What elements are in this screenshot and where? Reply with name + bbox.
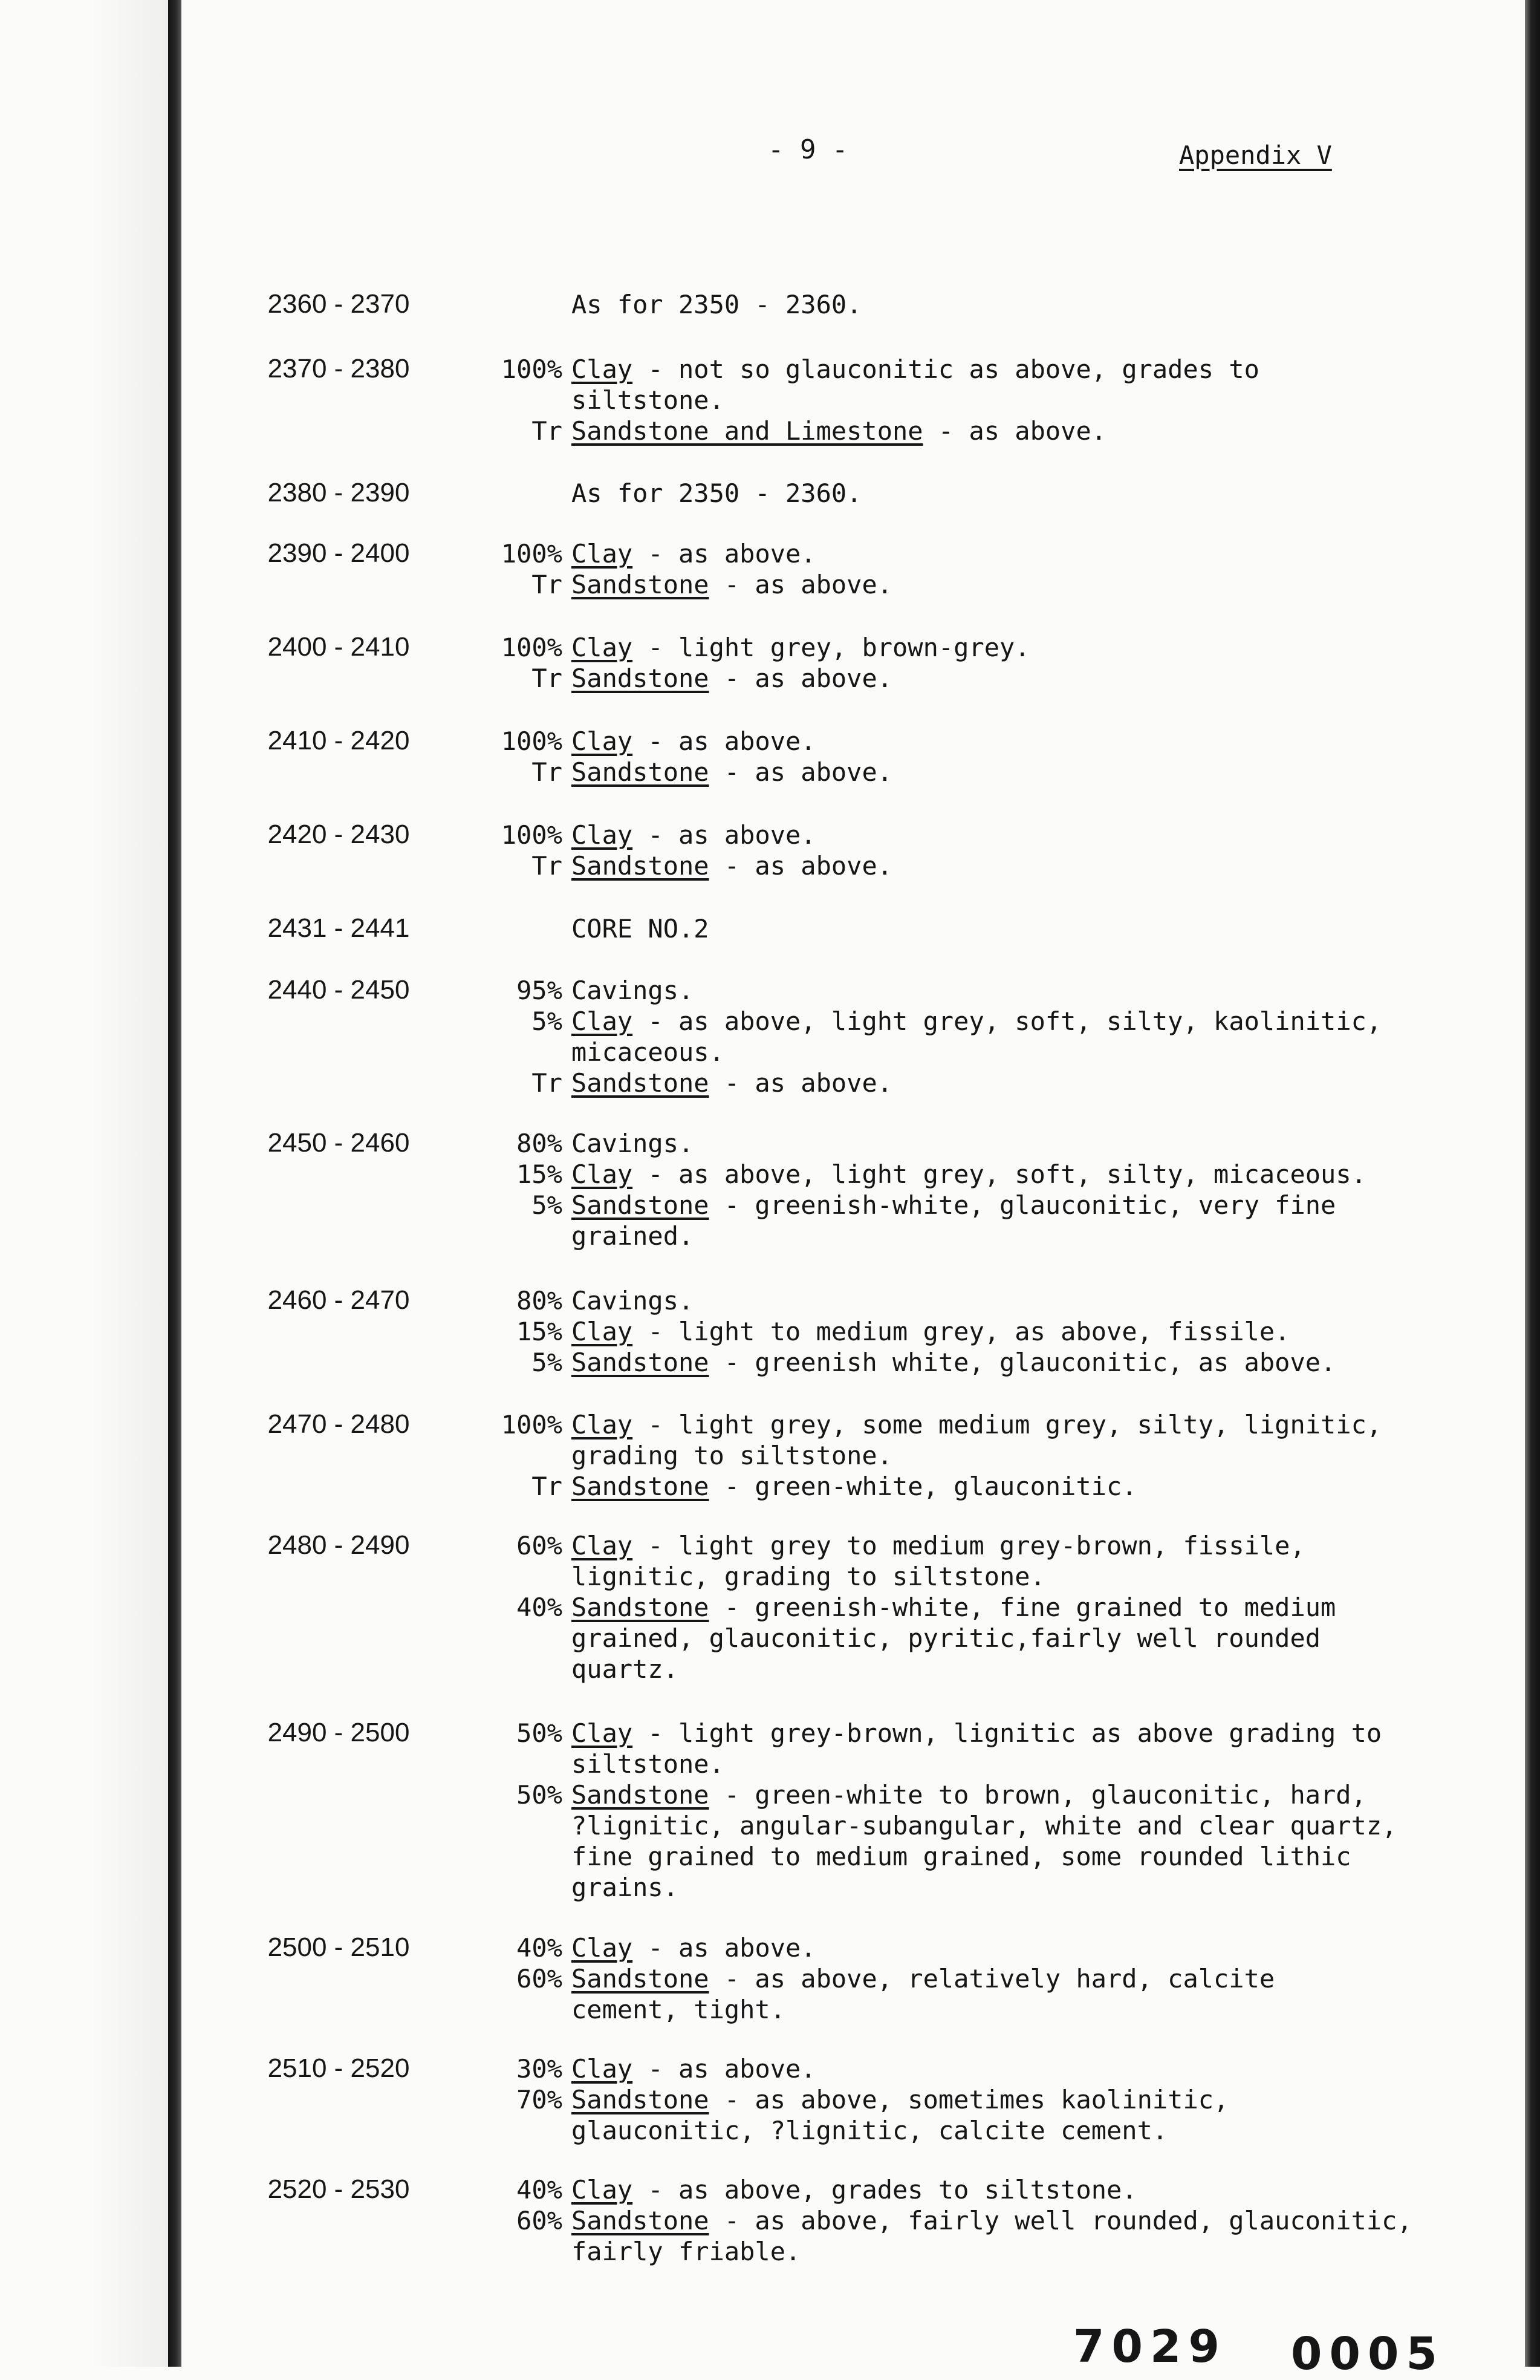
- depth-interval: 2470 - 2480: [267, 1409, 410, 1439]
- description-text: [571, 1994, 785, 2025]
- description-text: [571, 1409, 1382, 1440]
- description-lines: [484, 1285, 1427, 1378]
- rock-type: Sandstone: [571, 1190, 709, 1220]
- percentage: 5%: [531, 1006, 562, 1036]
- description-line: [484, 1440, 1427, 1471]
- rock-type: Clay: [571, 1410, 633, 1439]
- description-line: [484, 1654, 1427, 1684]
- description-line: [484, 1316, 1427, 1347]
- description-line: [484, 1159, 1427, 1190]
- rock-type: Clay: [571, 1159, 633, 1189]
- depth-interval: 2420 - 2430: [267, 820, 410, 849]
- description-detail: - not so glauconitic as above, grades to: [632, 354, 1259, 384]
- description-detail: grained, glauconitic, pyritic,fairly well rounded: [571, 1623, 1321, 1653]
- description-line: [484, 820, 1427, 850]
- description-line: [484, 1006, 1427, 1037]
- description-detail: quartz.: [571, 1654, 679, 1684]
- depth-interval: 2431 - 2441: [267, 913, 410, 943]
- description-text: [571, 632, 1030, 663]
- description-line: [484, 2053, 1427, 2084]
- percentage: Tr: [531, 416, 562, 446]
- description-text: [571, 416, 1106, 446]
- percentage: 80%: [516, 1286, 562, 1316]
- description-detail: cement, tight.: [571, 1995, 786, 2024]
- description-text: [571, 1592, 1336, 1623]
- percentage: 60%: [516, 2206, 562, 2235]
- description-lines: [484, 1409, 1427, 1502]
- depth-interval: 2480 - 2490: [267, 1530, 410, 1560]
- description-line: [484, 663, 1427, 694]
- percentage: 40%: [516, 1593, 562, 1622]
- appendix-label: Appendix V: [1179, 140, 1332, 170]
- description-line: [484, 1779, 1427, 1810]
- description-text: [571, 1471, 1137, 1502]
- description-lines: [484, 1932, 1427, 2025]
- description-text: [571, 2084, 1229, 2115]
- percentage: 70%: [516, 2085, 562, 2114]
- description-detail: CORE NO.2: [571, 914, 709, 944]
- description-text: [571, 1841, 1351, 1872]
- description-detail: - light to medium grey, as above, fissile.: [632, 1317, 1290, 1346]
- description-line: [484, 2115, 1427, 2146]
- depth-interval: 2360 - 2370: [267, 289, 410, 319]
- description-line: [484, 726, 1427, 757]
- rock-type: Clay: [571, 539, 633, 569]
- description-text: [571, 1963, 1275, 1994]
- description-lines: [484, 726, 1427, 787]
- description-detail: siltstone.: [571, 385, 724, 415]
- description-text: [571, 913, 709, 944]
- percentage: 100%: [501, 633, 562, 662]
- percentage: 5%: [531, 1190, 562, 1220]
- percentage: 100%: [501, 726, 562, 756]
- rock-type: Sandstone: [571, 1348, 709, 1377]
- description-detail: fine grained to medium grained, some rounded lithic: [571, 1842, 1351, 1871]
- description-line: [484, 1932, 1427, 1963]
- rock-type: Clay: [571, 1718, 633, 1748]
- description-text: [571, 820, 816, 850]
- description-line: [484, 289, 1427, 320]
- rock-type: Sandstone: [571, 2206, 709, 2235]
- percentage: 95%: [516, 976, 562, 1005]
- description-line: [484, 850, 1427, 881]
- depth-interval: 2510 - 2520: [267, 2053, 410, 2083]
- rock-type: Sandstone: [571, 2085, 709, 2114]
- description-detail: - green-white, glauconitic.: [709, 1472, 1137, 1501]
- description-detail: As for 2350 - 2360.: [571, 290, 862, 319]
- description-detail: - as above.: [709, 1068, 893, 1098]
- rock-type: Sandstone: [571, 1780, 709, 1810]
- description-detail: - as above.: [632, 726, 816, 756]
- description-text: [571, 1749, 724, 1779]
- description-text: [571, 354, 1259, 385]
- description-text: [571, 2174, 1137, 2205]
- rock-type: Clay: [571, 633, 633, 662]
- description-detail: - as above, grades to siltstone.: [632, 2175, 1137, 2205]
- description-line: [484, 385, 1427, 416]
- description-detail: - as above.: [709, 663, 893, 693]
- description-lines: [484, 820, 1427, 881]
- description-text: [571, 1159, 1366, 1190]
- rock-type: Clay: [571, 726, 633, 756]
- description-line: [484, 1561, 1427, 1592]
- description-detail: - as above.: [632, 2054, 816, 2084]
- description-text: [571, 663, 892, 694]
- description-line: [484, 1190, 1427, 1221]
- description-lines: [484, 913, 1427, 944]
- depth-interval: 2460 - 2470: [267, 1285, 410, 1315]
- description-detail: - as above.: [709, 851, 893, 881]
- depth-interval: 2380 - 2390: [267, 478, 410, 507]
- description-text: [571, 2236, 801, 2267]
- description-line: [484, 478, 1427, 509]
- description-text: [571, 478, 862, 509]
- depth-interval: 2400 - 2410: [267, 632, 410, 662]
- description-detail: - light grey, some medium grey, silty, lignitic,: [632, 1410, 1382, 1439]
- rock-type: Sandstone: [571, 570, 709, 599]
- description-detail: - light grey to medium grey-brown, fissile,: [632, 1531, 1305, 1560]
- description-line: [484, 1285, 1427, 1316]
- description-text: [571, 726, 816, 757]
- description-line: [484, 2174, 1427, 2205]
- description-line: [484, 913, 1427, 944]
- description-detail: Cavings.: [571, 1129, 694, 1158]
- description-line: [484, 1347, 1427, 1378]
- description-lines: [484, 289, 1427, 320]
- description-text: [571, 1221, 694, 1251]
- description-text: [571, 1718, 1382, 1749]
- description-line: [484, 2084, 1427, 2115]
- percentage: 50%: [516, 1780, 562, 1810]
- percentage: 100%: [501, 1410, 562, 1439]
- rock-type: Clay: [571, 1531, 633, 1560]
- description-detail: fairly friable.: [571, 2237, 801, 2266]
- description-text: [571, 1872, 678, 1903]
- left-binding-edge: [168, 0, 181, 2367]
- description-text: [571, 1440, 892, 1471]
- percentage: 100%: [501, 820, 562, 850]
- percentage: 40%: [516, 2175, 562, 2205]
- description-lines: [484, 632, 1427, 694]
- percentage: 100%: [501, 539, 562, 569]
- rock-type: Sandstone: [571, 851, 709, 881]
- description-line: [484, 1128, 1427, 1159]
- description-detail: - as above, relatively hard, calcite: [709, 1964, 1275, 1994]
- description-text: [571, 1190, 1336, 1221]
- percentage: 50%: [516, 1718, 562, 1748]
- description-text: [571, 1285, 694, 1316]
- description-text: [571, 1128, 694, 1159]
- description-line: [484, 416, 1427, 446]
- description-lines: [484, 975, 1427, 1098]
- description-detail: - greenish-white, fine grained to medium: [709, 1593, 1336, 1622]
- rock-type: Sandstone: [571, 663, 709, 693]
- description-text: [571, 1530, 1305, 1561]
- description-detail: - as above.: [632, 539, 816, 569]
- description-line: [484, 2205, 1427, 2236]
- description-line: [484, 1963, 1427, 1994]
- rock-type: Clay: [571, 820, 633, 850]
- description-line: [484, 1810, 1427, 1841]
- percentage: 60%: [516, 1964, 562, 1994]
- description-lines: [484, 2053, 1427, 2146]
- description-detail: - as above, sometimes kaolinitic,: [709, 2085, 1229, 2114]
- description-detail: - as above.: [709, 570, 893, 599]
- description-text: [571, 850, 892, 881]
- percentage: Tr: [531, 1068, 562, 1098]
- description-text: [571, 2053, 816, 2084]
- depth-interval: 2390 - 2400: [267, 538, 410, 568]
- description-detail: - as above.: [632, 820, 816, 850]
- percentage: Tr: [531, 851, 562, 881]
- description-detail: - greenish white, glauconitic, as above.: [709, 1348, 1336, 1377]
- description-detail: Cavings.: [571, 976, 694, 1005]
- description-detail: grains.: [571, 1873, 679, 1902]
- percentage: 80%: [516, 1129, 562, 1158]
- percentage: 30%: [516, 2054, 562, 2084]
- percentage: 5%: [531, 1348, 562, 1377]
- description-text: [571, 1654, 678, 1684]
- description-lines: [484, 1530, 1427, 1684]
- description-detail: lignitic, grading to siltstone.: [571, 1562, 1045, 1591]
- description-line: [484, 1068, 1427, 1098]
- rock-type: Sandstone: [571, 1068, 709, 1098]
- rock-type: Clay: [571, 2054, 633, 2084]
- page-number: - 9 -: [768, 134, 848, 165]
- depth-interval: 2450 - 2460: [267, 1128, 410, 1158]
- rock-type: Clay: [571, 1933, 633, 1963]
- depth-interval: 2370 - 2380: [267, 354, 410, 383]
- depth-interval: 2440 - 2450: [267, 975, 410, 1005]
- description-detail: - as above.: [709, 757, 893, 787]
- description-detail: glauconitic, ?lignitic, calcite cement.: [571, 2116, 1168, 2145]
- binding-shadow: [91, 0, 168, 2367]
- description-text: [571, 975, 694, 1006]
- percentage: Tr: [531, 757, 562, 787]
- description-detail: grained.: [571, 1221, 694, 1251]
- description-line: [484, 1872, 1427, 1903]
- description-text: [571, 1068, 892, 1098]
- percentage: 15%: [516, 1317, 562, 1346]
- depth-interval: 2500 - 2510: [267, 1932, 410, 1962]
- description-detail: ?lignitic, angular-subangular, white and clear quartz,: [571, 1811, 1397, 1840]
- depth-interval: 2410 - 2420: [267, 726, 410, 755]
- description-detail: - as above.: [923, 416, 1107, 446]
- description-line: [484, 1994, 1427, 2025]
- description-text: [571, 1006, 1382, 1037]
- rock-type: Sandstone: [571, 1964, 709, 1994]
- description-text: [571, 1810, 1397, 1841]
- description-text: [571, 1316, 1290, 1347]
- description-detail: - as above, light grey, soft, silty, micaceous.: [632, 1159, 1366, 1189]
- rock-type: Sandstone and Limestone: [571, 416, 923, 446]
- description-line: [484, 632, 1427, 663]
- rock-type: Clay: [571, 2175, 633, 2205]
- description-detail: siltstone.: [571, 1749, 724, 1779]
- description-text: [571, 385, 724, 416]
- rock-type: Clay: [571, 354, 633, 384]
- percentage: Tr: [531, 570, 562, 599]
- description-text: [571, 289, 862, 320]
- description-detail: - light grey-brown, lignitic as above grading to: [632, 1718, 1382, 1748]
- description-detail: As for 2350 - 2360.: [571, 478, 862, 508]
- description-line: [484, 538, 1427, 569]
- description-text: [571, 2205, 1412, 2236]
- rock-type: Sandstone: [571, 1593, 709, 1622]
- description-text: [571, 2115, 1168, 2146]
- description-text: [571, 1932, 816, 1963]
- description-detail: - light grey, brown-grey.: [632, 633, 1030, 662]
- percentage: Tr: [531, 1472, 562, 1501]
- rock-type: Sandstone: [571, 1472, 709, 1501]
- description-lines: [484, 354, 1427, 446]
- description-text: [571, 538, 816, 569]
- description-detail: grading to siltstone.: [571, 1441, 893, 1470]
- description-line: [484, 1749, 1427, 1779]
- description-line: [484, 1623, 1427, 1654]
- description-line: [484, 1409, 1427, 1440]
- percentage: Tr: [531, 663, 562, 693]
- description-line: [484, 975, 1427, 1006]
- depth-interval: 2490 - 2500: [267, 1718, 410, 1747]
- description-line: [484, 1471, 1427, 1502]
- description-line: [484, 2236, 1427, 2267]
- depth-interval: 2520 - 2530: [267, 2174, 410, 2204]
- right-binding-edge: [1525, 0, 1540, 2367]
- rock-type: Clay: [571, 1006, 633, 1036]
- description-detail: - green-white to brown, glauconitic, hard,: [709, 1780, 1366, 1810]
- description-text: [571, 757, 892, 787]
- description-detail: - as above, light grey, soft, silty, kaolinitic,: [632, 1006, 1382, 1036]
- percentage: 15%: [516, 1159, 562, 1189]
- description-text: [571, 1347, 1336, 1378]
- description-line: [484, 757, 1427, 787]
- description-line: [484, 1530, 1427, 1561]
- description-line: [484, 1841, 1427, 1872]
- percentage: 60%: [516, 1531, 562, 1560]
- description-text: [571, 1561, 1045, 1592]
- description-detail: Cavings.: [571, 1286, 694, 1316]
- description-detail: - as above.: [632, 1933, 816, 1963]
- description-lines: [484, 1128, 1427, 1251]
- description-text: [571, 1623, 1321, 1654]
- description-text: [571, 1779, 1366, 1810]
- description-detail: - as above, fairly well rounded, glauconitic,: [709, 2206, 1412, 2235]
- description-detail: - greenish-white, glauconitic, very fine: [709, 1190, 1336, 1220]
- description-text: [571, 569, 892, 600]
- description-lines: [484, 478, 1427, 509]
- description-line: [484, 1037, 1427, 1068]
- description-line: [484, 569, 1427, 600]
- percentage: 100%: [501, 354, 562, 384]
- description-lines: [484, 538, 1427, 600]
- description-lines: [484, 1718, 1427, 1903]
- rock-type: Clay: [571, 1317, 633, 1346]
- rock-type: Sandstone: [571, 757, 709, 787]
- description-lines: [484, 2174, 1427, 2267]
- description-text: [571, 1037, 724, 1068]
- description-line: [484, 354, 1427, 385]
- description-line: [484, 1592, 1427, 1623]
- description-line: [484, 1221, 1427, 1251]
- description-line: [484, 1718, 1427, 1749]
- percentage: 40%: [516, 1933, 562, 1963]
- description-detail: micaceous.: [571, 1037, 724, 1067]
